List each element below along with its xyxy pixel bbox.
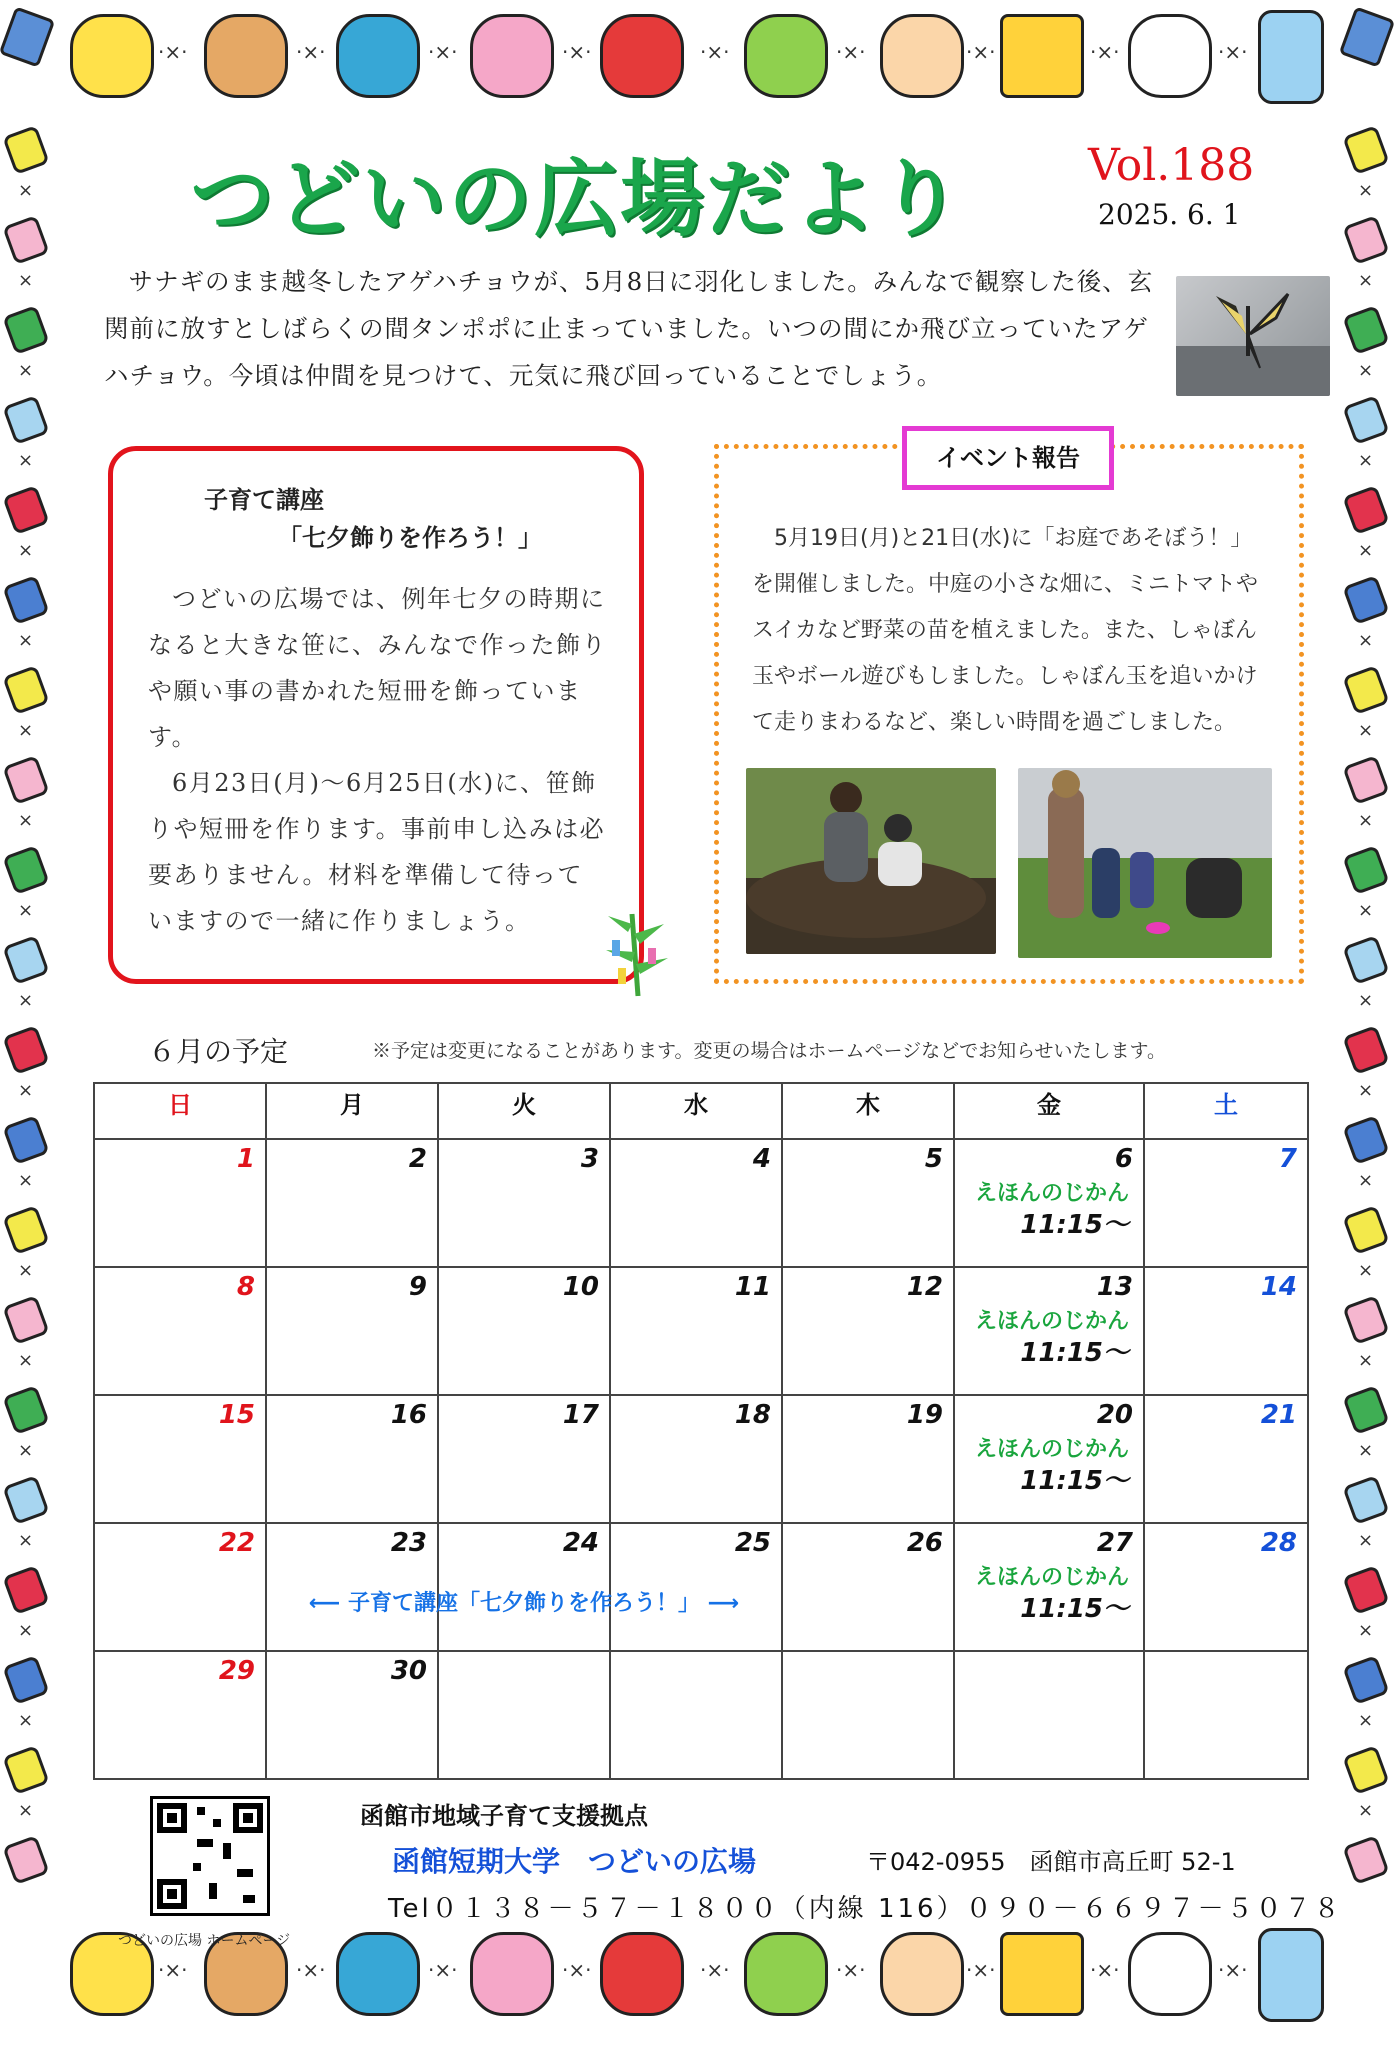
day-number: 2 bbox=[408, 1144, 427, 1174]
cat-icon bbox=[1128, 14, 1212, 98]
event-name: えほんのじかん bbox=[974, 1565, 1129, 1590]
jar-icon bbox=[1258, 1928, 1324, 2022]
duck-icon bbox=[70, 14, 154, 98]
arrow-left-icon: ⟵ bbox=[308, 1591, 348, 1616]
day-number: 28 bbox=[1260, 1528, 1297, 1558]
event-photo-planting bbox=[746, 768, 996, 954]
day-number: 12 bbox=[906, 1272, 943, 1302]
day-cell bbox=[438, 1267, 610, 1395]
day-cell bbox=[610, 1651, 782, 1779]
frog-icon bbox=[744, 14, 828, 98]
event-photo-garden bbox=[1018, 768, 1272, 958]
day-cell bbox=[782, 1139, 954, 1267]
course-body bbox=[148, 576, 608, 944]
schedule-title: ６月の予定 bbox=[148, 1035, 289, 1068]
course-heading: 子育て講座 bbox=[204, 486, 324, 514]
day-cell bbox=[954, 1651, 1144, 1779]
event-body: 5月19日(月)と21日(水)に「お庭であそぼう！」を開催しました。中庭の小さな畑に、ミニトマトやスイカなど野菜の苗を植えました。また、しゃぼん玉やボール遊びもしました。しゃぼん玉を追いかけて走りまわるなど、楽しい時間を過ごしました。 bbox=[752, 526, 1259, 735]
weekday-fri: 金 bbox=[954, 1083, 1144, 1139]
event-tag: イベント報告 bbox=[902, 426, 1114, 490]
rabbit-icon bbox=[470, 14, 554, 98]
day-cell bbox=[610, 1267, 782, 1395]
course-para-1: つどいの広場では、例年七夕の時期になると大きな笹に、みんなで作った飾りや願い事の書かれた短冊を飾っています。 bbox=[148, 585, 607, 751]
day-number: 6 bbox=[1114, 1144, 1133, 1174]
day-number: 7 bbox=[1278, 1144, 1297, 1174]
day-cell bbox=[954, 1267, 1144, 1395]
day-number: 30 bbox=[390, 1656, 427, 1686]
event-time: 11:15〜 bbox=[1020, 1466, 1129, 1496]
day-cell bbox=[94, 1267, 266, 1395]
frog-icon bbox=[744, 1932, 828, 2016]
day-cell bbox=[1144, 1139, 1308, 1267]
day-number: 25 bbox=[734, 1528, 771, 1558]
day-cell bbox=[438, 1395, 610, 1523]
day-number: 13 bbox=[1096, 1272, 1133, 1302]
day-cell bbox=[954, 1395, 1144, 1523]
day-cell bbox=[266, 1395, 438, 1523]
event-time: 11:15〜 bbox=[1020, 1594, 1129, 1624]
arrow-right-icon: ⟶ bbox=[700, 1591, 740, 1616]
footer-address: 〒042-0955 函館市高丘町 52-1 bbox=[866, 1848, 1236, 1876]
day-number: 14 bbox=[1260, 1272, 1297, 1302]
house-icon bbox=[1000, 14, 1084, 98]
day-cell bbox=[438, 1139, 610, 1267]
day-cell bbox=[1144, 1523, 1308, 1651]
day-cell bbox=[610, 1139, 782, 1267]
course-title: 「七夕飾りを作ろう！」 bbox=[278, 524, 542, 552]
qr-code bbox=[150, 1796, 270, 1916]
day-cell bbox=[94, 1139, 266, 1267]
day-number: 1 bbox=[236, 1144, 255, 1174]
butterfly-photo bbox=[1176, 276, 1330, 396]
right-border-decoration: × × × × × × × × × × × × × × × × × × × bbox=[1340, 130, 1395, 1920]
child-icon bbox=[880, 1932, 964, 2016]
event-name: えほんのじかん bbox=[974, 1437, 1129, 1462]
day-number: 21 bbox=[1260, 1400, 1297, 1430]
newsletter-title: つどいの広場だより bbox=[190, 150, 965, 248]
weekday-header-row bbox=[94, 1083, 1308, 1139]
bear-icon bbox=[204, 14, 288, 98]
day-cell bbox=[94, 1651, 266, 1779]
weekday-mon: 月 bbox=[266, 1083, 438, 1139]
day-number: 27 bbox=[1096, 1528, 1133, 1558]
schedule-note: ※予定は変更になることがあります。変更の場合はホームページなどでお知らせいたします。 bbox=[372, 1040, 1167, 1062]
day-cell bbox=[266, 1651, 438, 1779]
day-cell bbox=[94, 1523, 266, 1651]
car-icon bbox=[600, 1932, 684, 2016]
day-cell bbox=[438, 1651, 610, 1779]
day-cell bbox=[1144, 1395, 1308, 1523]
day-cell bbox=[94, 1395, 266, 1523]
intro-paragraph: サナギのまま越冬したアゲハチョウが、5月8日に羽化しました。みんなで観察した後、玄関前に放すとしばらくの間タンポポに止まっていました。いつの間にか飛び立っていたアゲハチョウ。今頃は仲間を見つけて、元気に飛び回っていることでしょう。 bbox=[104, 267, 1154, 390]
day-number: 24 bbox=[562, 1528, 599, 1558]
bottom-border-decoration: ·×· ·×· ·×· ·×· ·×· ·×· ·×· ·×· ·×· bbox=[0, 1918, 1395, 2048]
day-number: 22 bbox=[218, 1528, 255, 1558]
week-row bbox=[94, 1395, 1308, 1523]
day-cell bbox=[954, 1139, 1144, 1267]
day-number: 3 bbox=[580, 1144, 599, 1174]
day-number: 23 bbox=[390, 1528, 427, 1558]
day-number: 18 bbox=[734, 1400, 771, 1430]
weekday-sun: 日 bbox=[94, 1083, 266, 1139]
day-number: 11 bbox=[734, 1272, 771, 1302]
block-icon bbox=[1339, 6, 1395, 67]
weekday-sat: 土 bbox=[1144, 1083, 1308, 1139]
june-calendar bbox=[93, 1082, 1309, 1780]
day-cell bbox=[266, 1267, 438, 1395]
footer-org: 函館市地域子育て支援拠点 bbox=[360, 1802, 648, 1830]
day-cell bbox=[610, 1395, 782, 1523]
weekday-wed: 水 bbox=[610, 1083, 782, 1139]
event-name: えほんのじかん bbox=[974, 1309, 1129, 1334]
span-event bbox=[284, 1586, 764, 1617]
child-icon bbox=[880, 14, 964, 98]
footer-tel: Tel０１３８－５７－１８００（内線 116）０９０－６６９７－５０７８ bbox=[388, 1894, 1343, 1924]
week-row bbox=[94, 1651, 1308, 1779]
issue-date: 2025. 6. 1 bbox=[1098, 198, 1241, 231]
event-time: 11:15〜 bbox=[1020, 1338, 1129, 1368]
day-number: 16 bbox=[390, 1400, 427, 1430]
day-number: 9 bbox=[408, 1272, 427, 1302]
day-cell bbox=[782, 1523, 954, 1651]
left-border-decoration: × × × × × × × × × × × × × × × × × × × bbox=[0, 130, 60, 1920]
day-number: 5 bbox=[924, 1144, 943, 1174]
day-cell bbox=[1144, 1651, 1308, 1779]
weekday-tue: 火 bbox=[438, 1083, 610, 1139]
day-number: 29 bbox=[218, 1656, 255, 1686]
day-cell bbox=[954, 1523, 1144, 1651]
volume-number: Vol.188 bbox=[1088, 140, 1255, 191]
bamboo-icon bbox=[588, 904, 678, 998]
day-number: 26 bbox=[906, 1528, 943, 1558]
day-number: 17 bbox=[562, 1400, 599, 1430]
day-cell bbox=[1144, 1267, 1308, 1395]
cat-icon bbox=[1128, 1932, 1212, 2016]
day-cell bbox=[782, 1395, 954, 1523]
top-border-decoration: ·×· ·×· ·×· ·×· ·×· ·×· ·×· ·×· ·×· bbox=[0, 0, 1395, 130]
week-row bbox=[94, 1267, 1308, 1395]
course-para-2: 6月23日(月)〜6月25日(水)に、笹飾りや短冊を作ります。事前申し込みは必要ありません。材料を準備して待っていますので一緒に作りましょう。 bbox=[148, 769, 606, 935]
day-number: 10 bbox=[562, 1272, 599, 1302]
footer-name: 函館短期大学 つどいの広場 bbox=[392, 1845, 757, 1878]
house-icon bbox=[1000, 1932, 1084, 2016]
airplane-icon bbox=[336, 14, 420, 98]
day-cell bbox=[266, 1139, 438, 1267]
rabbit-icon bbox=[470, 1932, 554, 2016]
week-row bbox=[94, 1139, 1308, 1267]
day-number: 19 bbox=[906, 1400, 943, 1430]
day-number: 15 bbox=[218, 1400, 255, 1430]
event-name: えほんのじかん bbox=[974, 1181, 1129, 1206]
weekday-thu: 木 bbox=[782, 1083, 954, 1139]
day-cell bbox=[782, 1267, 954, 1395]
span-event-label: 子育て講座「七夕飾りを作ろう！」 bbox=[347, 1591, 700, 1616]
day-cell bbox=[782, 1651, 954, 1779]
block-icon bbox=[0, 6, 55, 67]
event-time: 11:15〜 bbox=[1020, 1210, 1129, 1240]
airplane-icon bbox=[336, 1932, 420, 2016]
qr-label: つどいの広場 ホームページ bbox=[118, 1933, 291, 1949]
day-number: 8 bbox=[236, 1272, 255, 1302]
day-number: 4 bbox=[752, 1144, 771, 1174]
day-number: 20 bbox=[1096, 1400, 1133, 1430]
car-icon bbox=[600, 14, 684, 98]
jar-icon bbox=[1258, 10, 1324, 104]
